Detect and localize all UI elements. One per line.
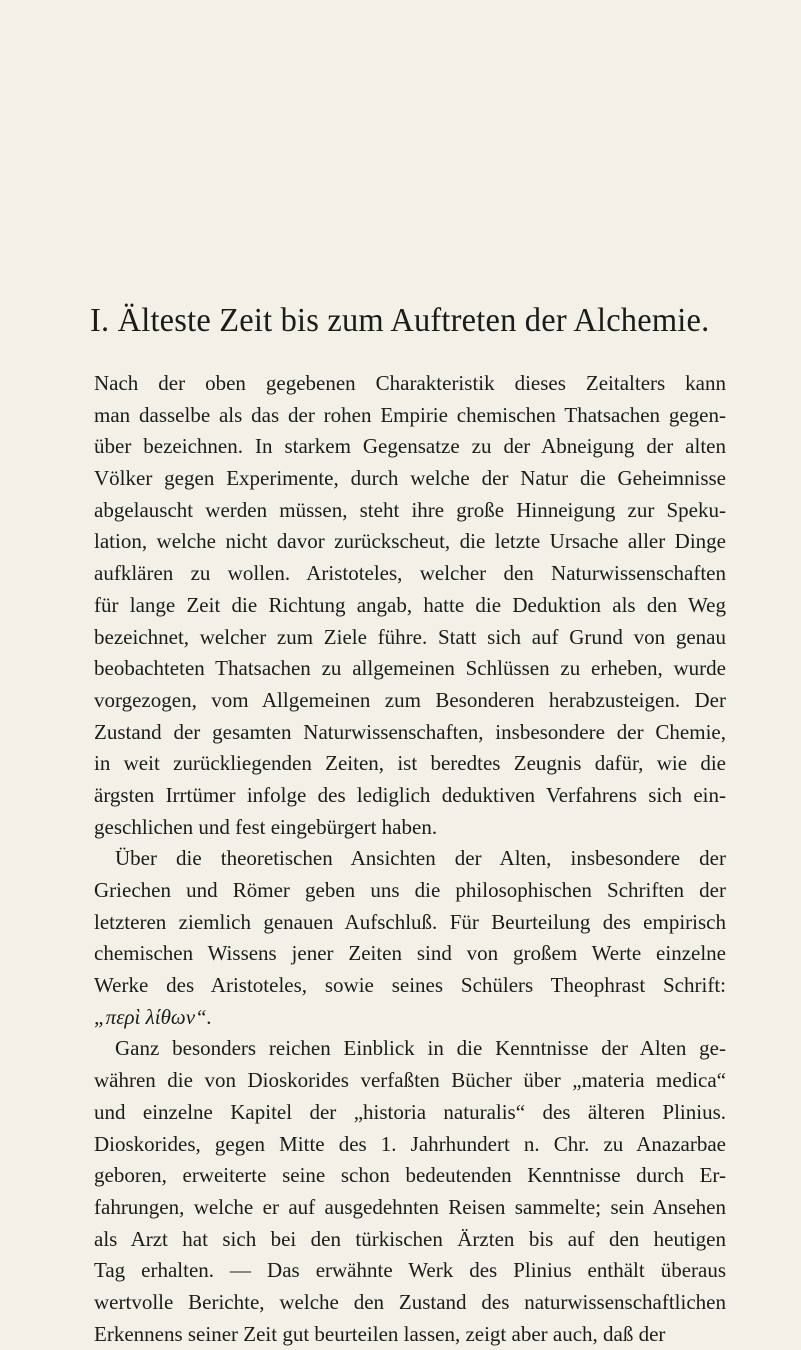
text-line: über bezeichnen. In starkem Gegensatze zu der Abneigung der alten	[94, 434, 726, 459]
text-line: wertvolle Berichte, welche den Zustand des naturwissenschaftlichen	[94, 1289, 726, 1314]
chapter-heading: I. Älteste Zeit bis zum Auftreten der Alchemie.	[90, 302, 710, 339]
text-line: bezeichnet, welcher zum Ziele führe. Statt sich auf Grund von genau	[94, 624, 726, 649]
text-line: geschlichen und fest eingebürgert haben.	[94, 814, 438, 839]
text-line: geboren, erweiterte seine schon bedeutenden Kenntnisse durch Er-	[94, 1163, 726, 1188]
text-line: ärgsten Irrtümer infolge des lediglich deduktiven Verfahrens sich ein-	[94, 782, 726, 807]
text-line: als Arzt hat sich bei den türkischen Ärzten bis auf den heutigen	[94, 1226, 726, 1251]
text-line: für lange Zeit die Richtung angab, hatte die Deduktion als den Weg	[94, 592, 726, 617]
text-line: in weit zurückliegenden Zeiten, ist beredtes Zeugnis dafür, wie die	[94, 751, 726, 776]
text-line: Werke des Aristoteles, sowie seines Schülers Theophrast Schrift:	[94, 973, 726, 998]
text-line: letzteren ziemlich genauen Aufschluß. Für Beurteilung des empirisch	[94, 909, 726, 934]
text-line: vorgezogen, vom Allgemeinen zum Besonderen herabzusteigen. Der	[94, 687, 726, 712]
text-line: chemischen Wissens jener Zeiten sind von großem Werte einzelne	[94, 941, 726, 966]
text-line: beobachteten Thatsachen zu allgemeinen Schlüssen zu erheben, wurde	[94, 656, 726, 681]
text-line: Dioskorides, gegen Mitte des 1. Jahrhundert n. Chr. zu Anazarbae	[94, 1131, 726, 1156]
text-line: und einzelne Kapitel der „historia naturalis“ des älteren Plinius.	[94, 1099, 726, 1124]
body-text	[94, 368, 726, 1350]
text-line: Tag erhalten. — Das erwähnte Werk des Plinius enthält überaus	[94, 1258, 726, 1283]
text-line: aufklären zu wollen. Aristoteles, welcher den Naturwissenschaften	[94, 561, 726, 586]
text-line: lation, welche nicht davor zurückscheut, die letzte Ursache aller Dinge	[94, 529, 726, 554]
text-line: abgelauscht werden müssen, steht ihre große Hinneigung zur Speku-	[94, 497, 726, 522]
text-line: Ganz besonders reichen Einblick in die Kenntnisse der Alten ge-	[115, 1036, 726, 1061]
text-line: Völker gegen Experimente, durch welche der Natur die Geheimnisse	[94, 466, 726, 491]
text-line: Über die theoretischen Ansichten der Alten, insbesondere der	[115, 846, 726, 871]
text-line: man dasselbe als das der rohen Empirie chemischen Thatsachen gegen-	[94, 402, 726, 427]
text-line: fahrungen, welche er auf ausgedehnten Reisen sammelte; sein Ansehen	[94, 1194, 726, 1219]
text-line: Zustand der gesamten Naturwissenschaften, insbesondere der Chemie,	[94, 719, 726, 744]
text-line: „περὶ λίθων“.	[94, 1004, 212, 1029]
text-line: Erkennens seiner Zeit gut beurteilen lassen, zeigt aber auch, daß der	[94, 1321, 666, 1346]
text-line: währen die von Dioskorides verfaßten Bücher über „materia medica“	[94, 1068, 726, 1093]
text-line: Griechen und Römer geben uns die philosophischen Schriften der	[94, 878, 726, 902]
text-line: Nach der oben gegebenen Charakteristik dieses Zeitalters kann	[94, 371, 726, 395]
